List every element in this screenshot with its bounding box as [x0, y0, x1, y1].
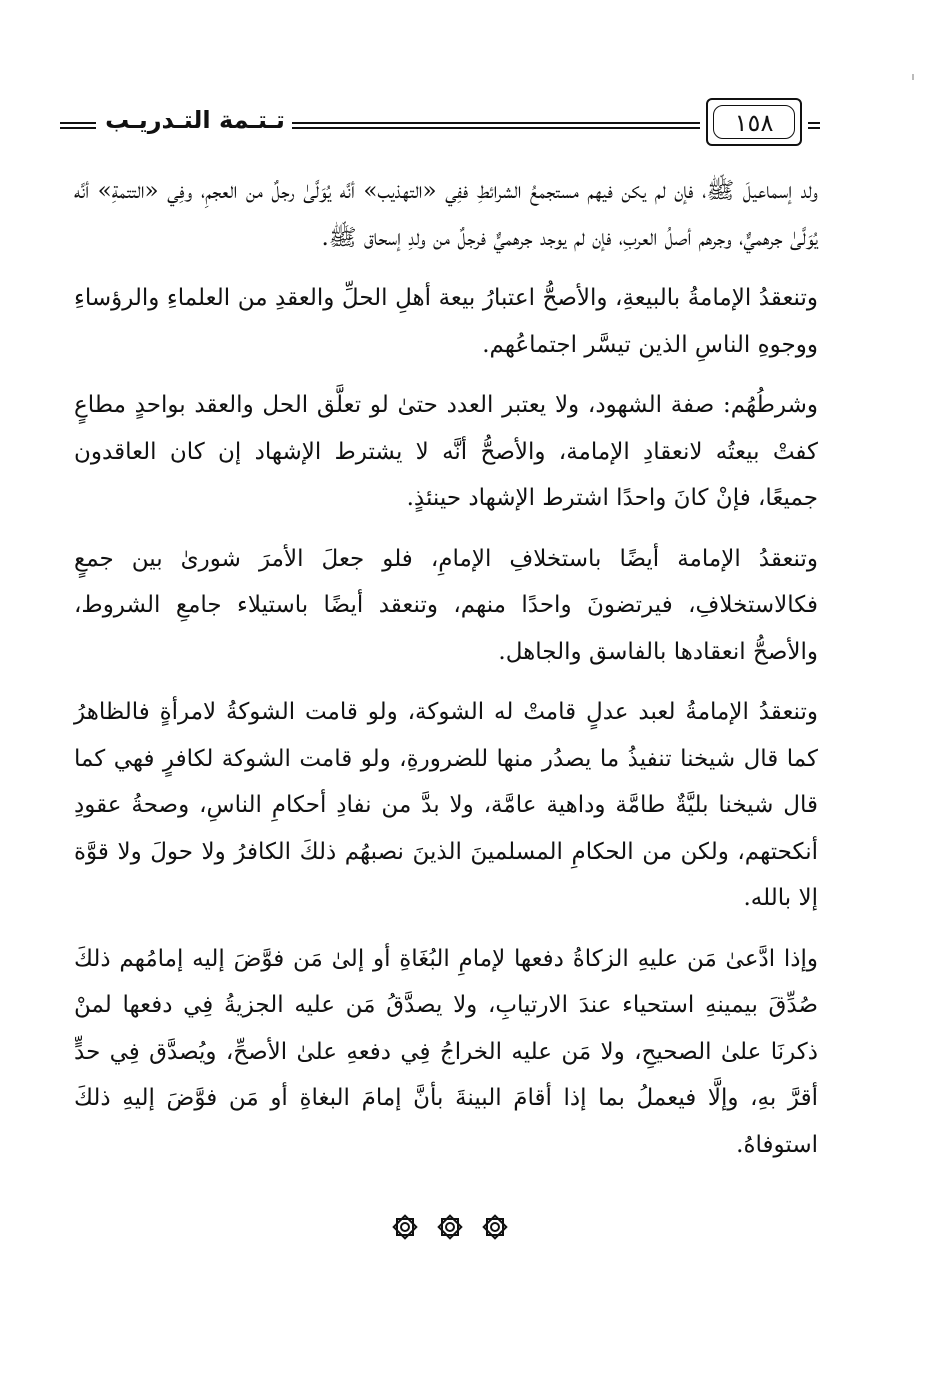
- body-text: [74, 168, 818, 1182]
- page-number-frame: [706, 98, 802, 146]
- eight-point-flower-icon: [480, 1212, 510, 1242]
- paragraph: وتنعقدُ الإمامة أيضًا باستخلافِ الإمامِ، فلو جعلَ الأمرَ شورىٰ بين جمعٍ فكالاستخلافِ، فيرتضونَ واحدًا منهم، وتنعقد أيضًا باستيلاء جامعِ الشروط، والأصحُّ انعقادها بالفاسق والجاهل.: [74, 545, 818, 665]
- header-rule-left: [60, 122, 96, 129]
- page-number: ١٥٨: [713, 105, 795, 139]
- eight-point-flower-icon: [390, 1212, 420, 1242]
- paragraph: ولد إسماعيلَ ﷺ، فإن لم يكن فيهم مستجمعُ الشرائطِ ففِي «التهذيب» أنَّه يُوَلَّىٰ رجلٌ من العجمِ، وفِي «التتمةِ» أنَّه يُوَلَّىٰ جرهميٌّ، وجرهم أصلُ العربِ، فإن لم يوجد جرهميٌّ فرجلٌ من ولدِ إسحاق ﷺ.: [74, 178, 818, 251]
- header-rule-middle: [292, 122, 700, 129]
- paragraph: وشرطُهُم: صفة الشهود، ولا يعتبر العدد حتىٰ لو تعلَّق الحل والعقد بواحدٍ مطاعٍ كفتْ بيعتُه لانعقادِ الإمامة، والأصحُّ أنَّه لا يشترط الإشهاد إن كان العاقدون جميعًا، فإنْ كانَ واحدًا اشترط الإشهاد حينئذٍ.: [74, 392, 818, 511]
- running-title: تـتـمة التـدريـب: [105, 106, 285, 134]
- eight-point-flower-icon: [435, 1212, 465, 1242]
- margin-mark: [912, 74, 914, 80]
- paragraph: وإذا ادَّعىٰ مَن عليهِ الزكاةُ دفعها لإمامِ البُغَاةِ أو إلىٰ مَن فوَّضَ إليه إمامُهم ذلكَ صُدِّقَ بيمينهِ استحياء عندَ الارتيابِ، ولا يصدَّقُ مَن عليه الجزيةُ فِي دفعها لمنْ ذكرنَا علىٰ الصحيحِ، ولا مَن عليه الخراجُ فِي دفعهِ علىٰ الأصحِّ، ويُصدَّق فِي حدٍّ أقرَّ بهِ، وإلَّا فيعملُ بما إذا أقامَ البينةَ بأنَّ إمامَ البغاةِ أو مَن فوَّضَ إليهِ ذلكَ استوفاهُ.: [74, 945, 818, 1158]
- header-rule-right: [808, 122, 820, 129]
- section-end-ornament: [390, 1212, 510, 1248]
- running-header: [60, 96, 820, 152]
- paragraph: وتنعقدُ الإمامةُ لعبد عدلٍ قامتْ له الشوكة، ولو قامت الشوكةُ لامرأةٍ فالظاهرُ كما قال شيخنا تنفيذُ ما يصدُر منها للضرورةِ، ولو قامت الشوكة لكافرٍ فهي كما قال شيخنا بليَّةٌ طامَّة وداهية عامَّة، ولا بدَّ من نفادِ أحكامِ الناسِ، وصحةُ عقودِ أنكحتهم، ولكن من الحكامِ المسلمينَ الذينَ نصبهُم ذلكَ الكافرُ ولا حولَ ولا قوَّة إلا بالله.: [74, 699, 818, 911]
- paragraph: وتنعقدُ الإمامةُ بالبيعةِ، والأصحُّ اعتبارُ بيعة أهلِ الحلِّ والعقدِ من العلماءِ والرؤساءِ ووجوهِ الناسِ الذين تيسَّر اجتماعُهم.: [74, 285, 818, 358]
